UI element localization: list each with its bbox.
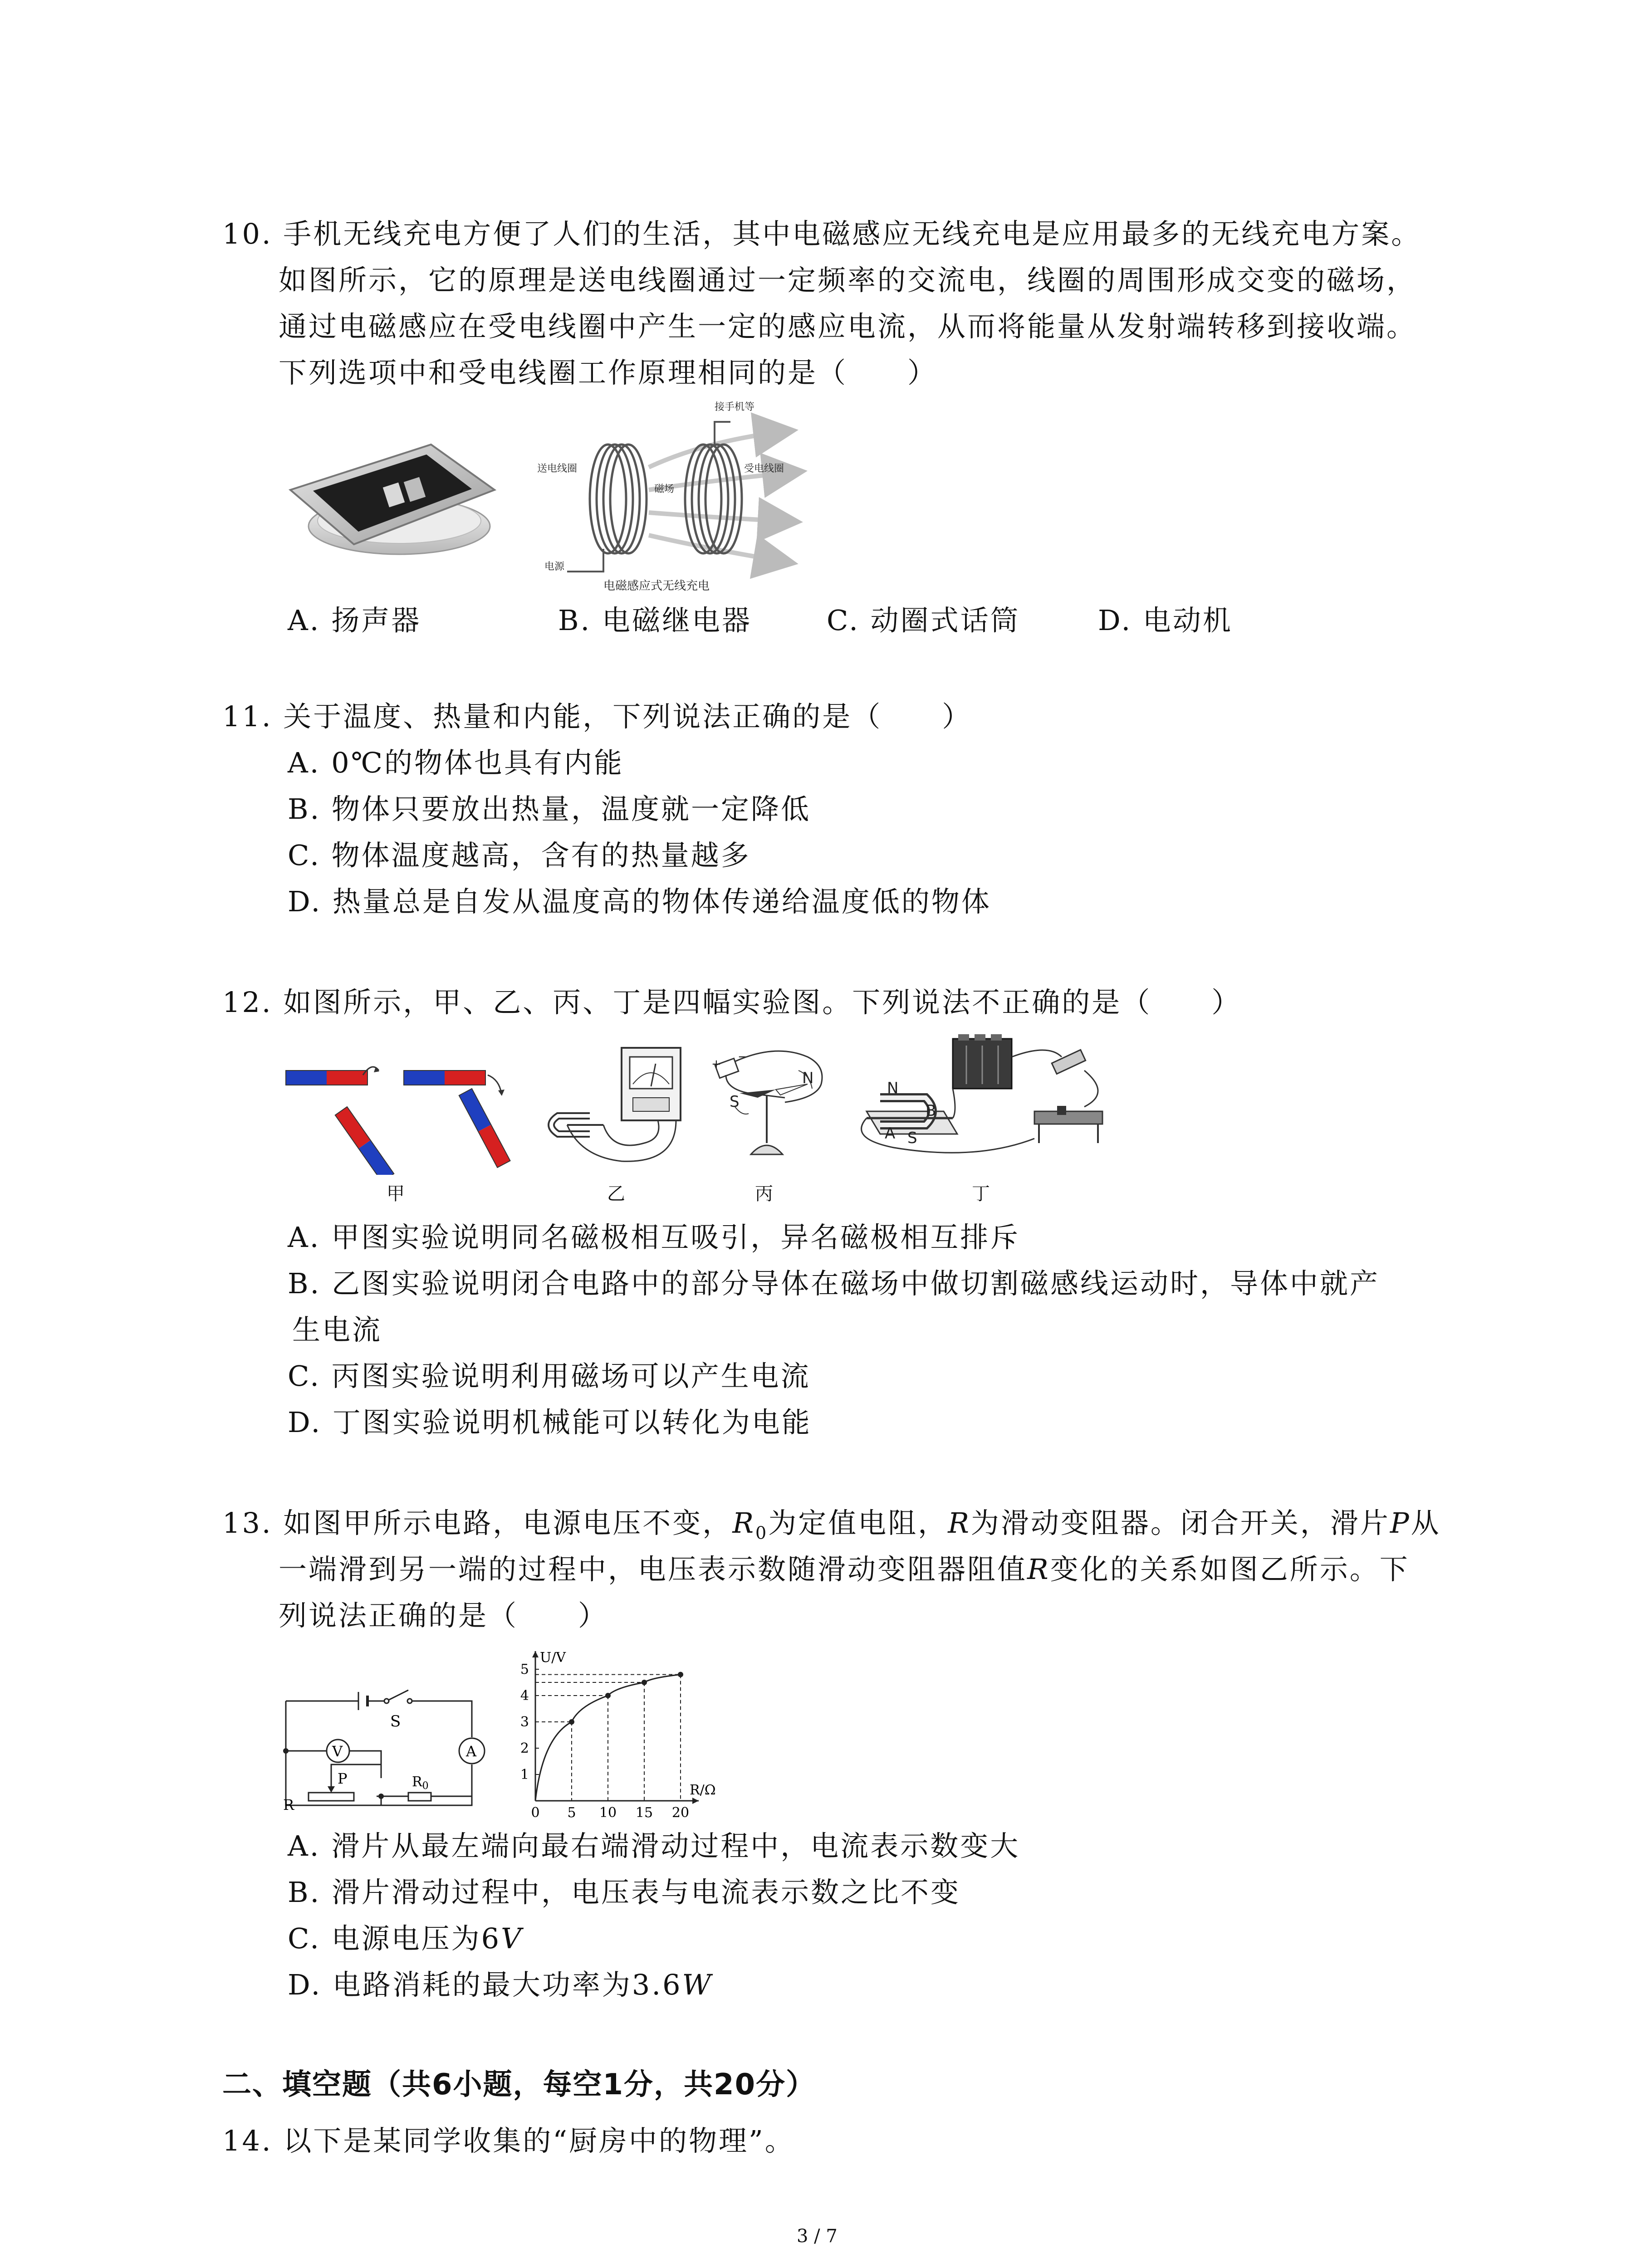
- q11-option-c[interactable]: C. 物体温度越高，含有的热量越多: [288, 839, 751, 872]
- q10-option-b[interactable]: B. 电磁继电器: [558, 604, 752, 637]
- label-n: N: [802, 1069, 814, 1087]
- figure-jia-magnets: [281, 1057, 535, 1175]
- svg-text:+: +: [711, 1057, 721, 1071]
- figure-yi-galvanometer: [540, 1043, 703, 1175]
- label-a: A: [466, 1743, 477, 1760]
- figure-bing-compass: [708, 1039, 835, 1175]
- q10-option-d[interactable]: D. 电动机: [1098, 604, 1233, 637]
- section-2-title: 二、填空题（共6小题，每空1分，共20分）: [222, 2068, 816, 2102]
- q13-option-a[interactable]: A. 滑片从最左端向最右端滑动过程中，电流表示数变大: [288, 1829, 1020, 1862]
- label-ding-a: A: [885, 1124, 896, 1143]
- q12-option-d[interactable]: D. 丁图实验说明机械能可以转化为电能: [288, 1406, 812, 1439]
- q12-option-c[interactable]: C. 丙图实验说明利用磁场可以产生电流: [288, 1359, 811, 1393]
- q14-stem: 14. 以下是某同学收集的“厨房中的物理”。: [222, 2124, 795, 2157]
- caption-ding: 丁: [972, 1183, 990, 1204]
- q13-line-3: 列说法正确的是（ ）: [279, 1599, 608, 1632]
- y-tick-label: 2: [520, 1740, 529, 1756]
- u-r-graph: [508, 1651, 735, 1823]
- q13-line-1: 13. 如图甲所示电路，电源电压不变，$R_0$为定值电阻，R为滑动变阻器。闭合开关，滑片P从: [222, 1506, 1441, 1543]
- x-tick-label: 5: [567, 1805, 576, 1821]
- q13-option-d[interactable]: D. 电路消耗的最大功率为3.6W: [288, 1968, 713, 2001]
- y-axis-label: U/V: [540, 1651, 566, 1666]
- data-point: [678, 1672, 683, 1677]
- q11-option-a[interactable]: A. 0℃的物体也具有内能: [288, 746, 624, 779]
- x-tick-label: 15: [635, 1805, 653, 1821]
- label-v: V: [332, 1743, 343, 1760]
- wireless-charging-coils-diagram: [535, 399, 826, 594]
- q13-option-c[interactable]: C. 电源电压为6V: [288, 1922, 523, 1955]
- x-axis-label: R/Ω: [690, 1782, 716, 1798]
- q12-option-a[interactable]: A. 甲图实验说明同名磁极相互吸引，异名磁极相互排斥: [288, 1221, 1020, 1254]
- svg-text:−: −: [738, 1050, 748, 1064]
- r-symbol: R: [948, 1506, 971, 1540]
- data-point: [642, 1680, 647, 1685]
- label-ding-s: S: [907, 1129, 917, 1147]
- q10-option-c[interactable]: C. 动圈式话筒: [827, 604, 1020, 637]
- y-tick-label: 3: [520, 1714, 529, 1730]
- label-switch-s: S: [390, 1712, 401, 1730]
- label-r0: $R_0$: [412, 1774, 429, 1792]
- page-number: 3 / 7: [797, 2226, 838, 2247]
- q10-option-a[interactable]: A. 扬声器: [288, 604, 421, 637]
- caption-jia: 甲: [387, 1183, 405, 1204]
- figure-ding-motor: [839, 1030, 1121, 1175]
- q11-stem: 11. 关于温度、热量和内能，下列说法正确的是（ ）: [222, 700, 972, 733]
- q12-stem: 12. 如图所示，甲、乙、丙、丁是四幅实验图。下列说法不正确的是（ ）: [222, 986, 1242, 1019]
- q10-line-2: 如图所示，它的原理是送电线圈通过一定频率的交流电，线圈的周围形成交变的磁场，: [279, 264, 1417, 297]
- x-tick-label: 20: [671, 1805, 690, 1821]
- q13-line-2: 一端滑到另一端的过程中，电压表示数随滑动变阻器阻值R变化的关系如图乙所示。下: [279, 1553, 1410, 1586]
- chart-plot-area: [520, 1651, 716, 1821]
- data-point: [605, 1693, 611, 1698]
- label-power: 电源: [544, 561, 565, 572]
- figure-caption: 电磁感应式无线充电: [603, 579, 710, 593]
- x-tick-label: 10: [599, 1805, 617, 1821]
- caption-yi: 乙: [607, 1183, 625, 1204]
- y-tick-label: 5: [520, 1662, 529, 1677]
- label-r: R: [283, 1796, 294, 1813]
- y-axis-arrow: [532, 1651, 539, 1657]
- y-tick-label: 1: [520, 1767, 529, 1783]
- q12-option-b[interactable]: B. 乙图实验说明闭合电路中的部分导体在磁场中做切割磁感线运动时，导体中就产: [288, 1267, 1380, 1300]
- circuit-diagram: [281, 1674, 490, 1814]
- q10-line-1: 10. 手机无线充电方便了人们的生活，其中电磁感应无线充电是应用最多的无线充电方案。: [222, 217, 1421, 250]
- r0-symbol: R: [732, 1506, 755, 1540]
- label-ding-b: B: [926, 1102, 936, 1120]
- q13-option-b[interactable]: B. 滑片滑动过程中，电压表与电流表示数之比不变: [288, 1876, 960, 1909]
- q10-line-4: 下列选项中和受电线圈工作原理相同的是（ ）: [279, 356, 938, 389]
- label-send-coil: 送电线圈: [537, 463, 578, 474]
- rheostat: [309, 1793, 354, 1801]
- label-recv-coil: 受电线圈: [744, 463, 784, 474]
- label-s: S: [730, 1093, 740, 1111]
- label-phone: 接手机等: [715, 401, 755, 413]
- phone-charger-image: [281, 435, 508, 572]
- caption-bing: 丙: [755, 1183, 773, 1204]
- y-tick-label: 4: [520, 1688, 529, 1704]
- q12-option-b-cont: 生电流: [292, 1313, 382, 1346]
- q10-line-3: 通过电磁感应在受电线圈中产生一定的感应电流，从而将能量从发射端转移到接收端。: [279, 310, 1417, 343]
- data-point: [569, 1719, 574, 1725]
- label-p: P: [338, 1770, 348, 1787]
- q11-option-b[interactable]: B. 物体只要放出热量，温度就一定降低: [288, 792, 811, 826]
- x-tick-label: 0: [531, 1805, 540, 1821]
- q11-option-d[interactable]: D. 热量总是自发从温度高的物体传递给温度低的物体: [288, 885, 991, 918]
- x-axis-arrow: [692, 1798, 699, 1804]
- resistor-r0: [408, 1793, 431, 1801]
- label-field: 磁场: [654, 484, 675, 495]
- label-ding-n: N: [887, 1079, 899, 1097]
- p-symbol: P: [1390, 1506, 1411, 1540]
